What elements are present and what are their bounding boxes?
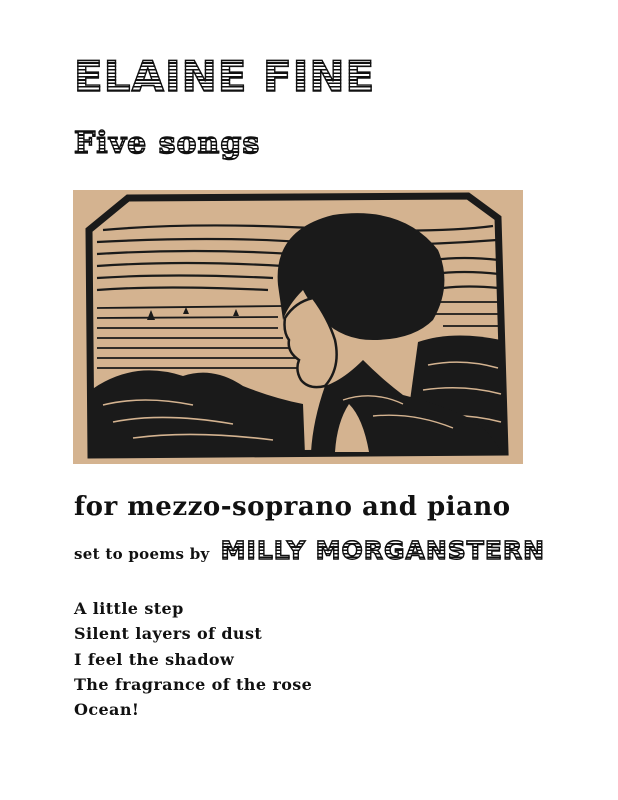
song-title: I feel the shadow bbox=[74, 649, 235, 669]
poet-prefix: set to poems by bbox=[74, 545, 210, 563]
song-list bbox=[74, 596, 312, 722]
woodcut-illustration bbox=[73, 190, 523, 464]
song-title: Ocean! bbox=[74, 700, 140, 720]
work-title: Five songs bbox=[74, 124, 260, 164]
poet-credit bbox=[74, 534, 545, 568]
song-title: The fragrance of the rose bbox=[74, 674, 313, 694]
song-title: Silent layers of dust bbox=[74, 624, 263, 644]
voicing-line: for mezzo-soprano and piano bbox=[74, 492, 511, 522]
poet-name: MILLY MORGANSTERN bbox=[220, 536, 546, 565]
composer-name: ELAINE FINE bbox=[74, 52, 376, 101]
song-title: A little step bbox=[74, 599, 184, 618]
